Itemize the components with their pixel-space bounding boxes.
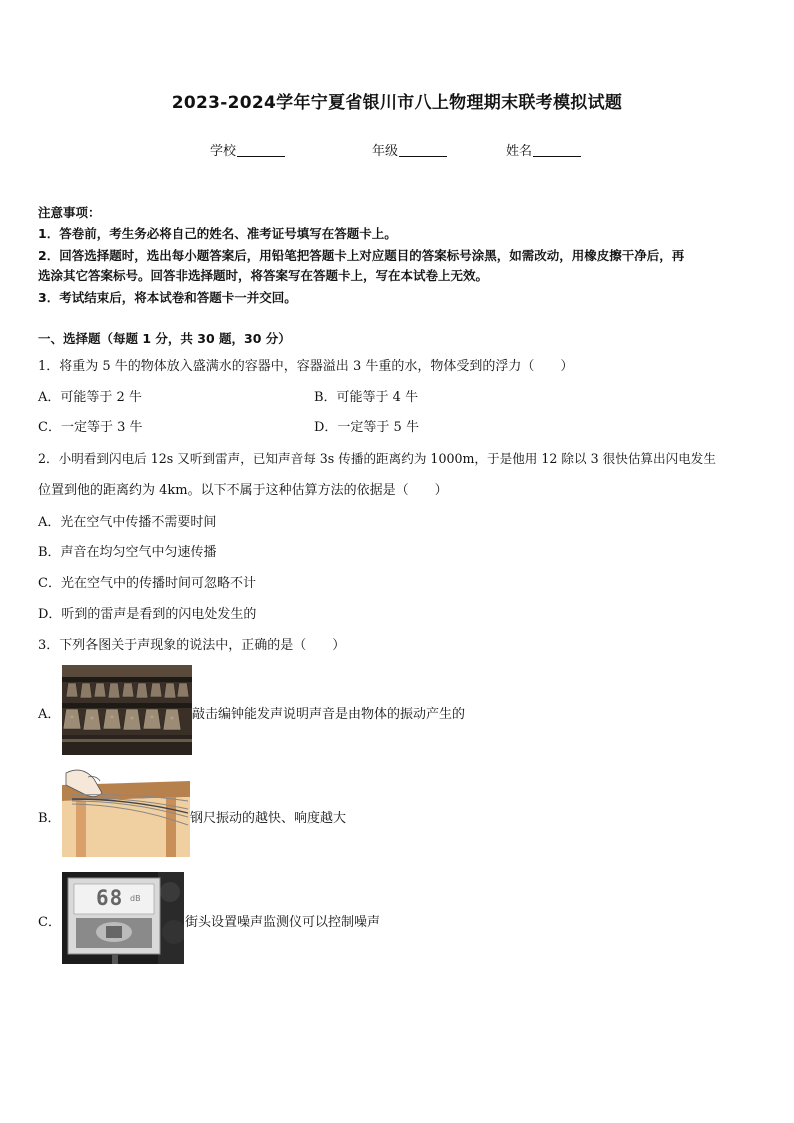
noise-level-value: 68: [96, 886, 124, 910]
question-3-stem: 3．下列各图关于声现象的说法中，正确的是（ ）: [38, 638, 346, 653]
question-3-option-a-label: A．: [38, 707, 61, 722]
question-2-stem-line-2: 位置到他的距离约为 4km。以下不属于这种估算方法的依据是（ ）: [38, 483, 448, 498]
question-3-option-c-text: 街头设置噪声监测仪可以控制噪声: [185, 915, 381, 930]
steel-ruler-image: [62, 767, 190, 857]
note-item: 2．回答选择题时，选出每小题答案后，用铅笔把答题卡上对应题目的答案标号涂黑，如需改动，用橡皮擦干净后，再: [38, 248, 685, 263]
noise-level-unit: dB: [130, 894, 141, 903]
question-1-option-b: B．可能等于 4 牛: [314, 390, 419, 405]
note-item: 1．答卷前，考生务必将自己的姓名、准考证号填写在答题卡上。: [38, 226, 397, 241]
question-3-option-a-text: 敲击编钟能发声说明声音是由物体的振动产生的: [192, 707, 466, 722]
noise-monitor-image: [62, 872, 184, 964]
question-1-stem: 1．将重为 5 牛的物体放入盛满水的容器中，容器溢出 3 牛重的水，物体受到的浮力（ ）: [38, 359, 574, 374]
note-item: 3．考试结束后，将本试卷和答题卡一并交回。: [38, 290, 297, 305]
school-blank: [237, 144, 285, 157]
question-1-option-a: A．可能等于 2 牛: [38, 390, 142, 405]
question-1-option-c: C．一定等于 3 牛: [38, 420, 143, 435]
question-2-option-a: A．光在空气中传播不需要时间: [38, 515, 217, 530]
name-blank: [533, 144, 581, 157]
question-3-option-b-label: B．: [38, 811, 61, 826]
question-2-option-b: B．声音在均匀空气中匀速传播: [38, 545, 217, 560]
question-2-stem-line-1: 2．小明看到闪电后 12s 又听到雷声，已知声音每 3s 传播的距离约为 1000m，于是他用 12 除以 3 很快估算出闪电发生: [38, 451, 716, 466]
question-2-option-d: D．听到的雷声是看到的闪电处发生的: [38, 607, 257, 622]
page-title: 2023-2024学年宁夏省银川市八上物理期末联考模拟试题: [171, 93, 623, 113]
question-3-option-b-text: 钢尺振动的越快、响度越大: [190, 811, 347, 826]
school-label: 学校: [210, 144, 237, 159]
school-field: [210, 140, 285, 159]
bianzhong-bells-image: [62, 665, 192, 755]
notes-heading: 注意事项：: [38, 205, 101, 220]
section-heading: 一、选择题（每题 1 分，共 30 题，30 分）: [38, 331, 291, 346]
name-field: [506, 140, 581, 159]
grade-label: 年级: [372, 144, 399, 159]
grade-blank: [399, 144, 447, 157]
question-2-option-c: C．光在空气中的传播时间可忽略不计: [38, 576, 256, 591]
question-3-option-c-label: C．: [38, 915, 61, 930]
grade-field: [372, 140, 447, 159]
note-item: 选涂其它答案标号。回答非选择题时，将答案写在答题卡上，写在本试卷上无效。: [38, 268, 489, 283]
name-label: 姓名: [506, 144, 533, 159]
question-1-option-d: D．一定等于 5 牛: [314, 420, 419, 435]
